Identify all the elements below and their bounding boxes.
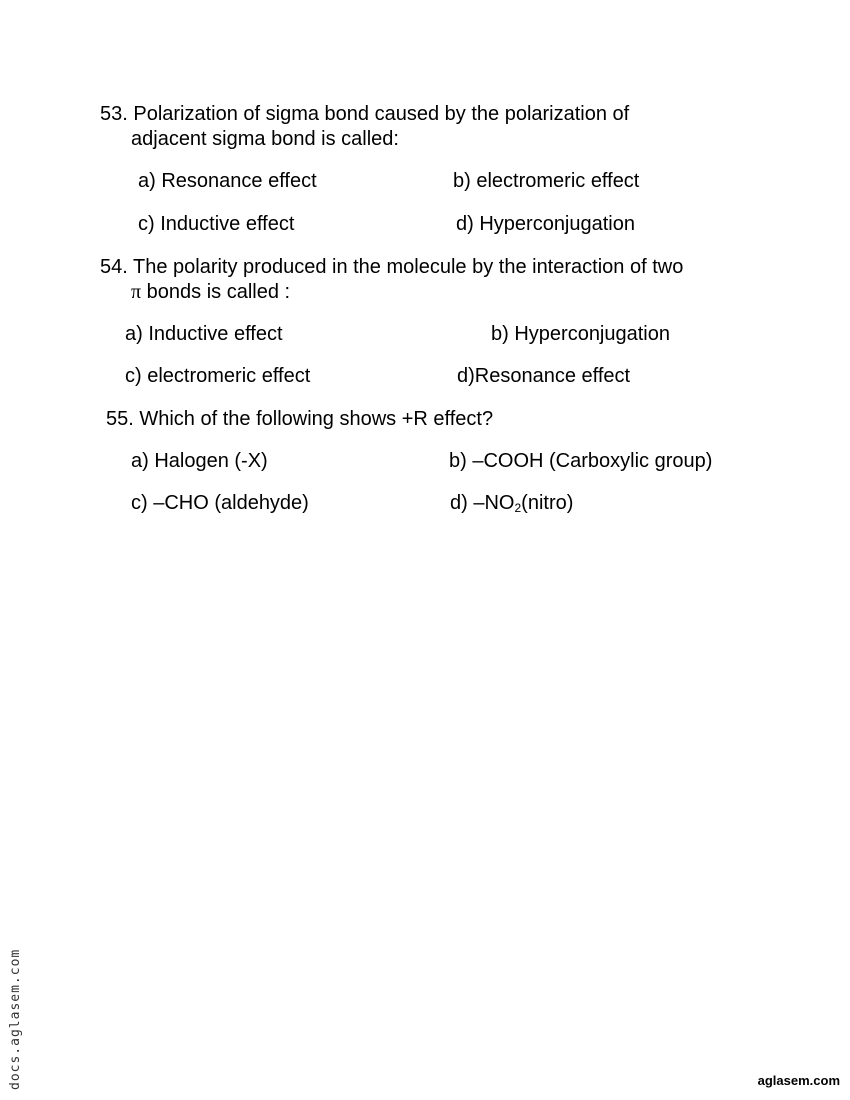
question-54-text: 54. The polarity produced in the molecule by the interaction of two	[100, 256, 684, 278]
question-53-text-cont: adjacent sigma bond is called:	[131, 128, 399, 150]
sidebar-watermark: docs.aglasem.com	[8, 948, 23, 1090]
nitro-subscript: 2	[514, 501, 522, 515]
question-54-text-rest: bonds is called :	[141, 281, 291, 303]
question-54-option-a: a) Inductive effect	[125, 323, 283, 345]
question-55-text: 55. Which of the following shows +R effect?	[106, 408, 494, 430]
question-55-option-c: c) –CHO (aldehyde)	[131, 492, 309, 514]
question-54-option-b: b) Hyperconjugation	[491, 323, 670, 345]
question-53-option-c: c) Inductive effect	[138, 213, 295, 235]
question-53-text: 53. Polarization of sigma bond caused by the polarization of	[100, 103, 630, 125]
question-55-option-b: b) –COOH (Carboxylic group)	[449, 450, 713, 472]
footer-watermark: aglasem.com	[757, 1073, 840, 1088]
question-53-option-a: a) Resonance effect	[138, 170, 317, 192]
question-53-option-d: d) Hyperconjugation	[456, 213, 635, 235]
question-55-option-d	[450, 491, 573, 515]
question-55-option-a: a) Halogen (-X)	[131, 450, 268, 472]
pi-symbol: π	[131, 281, 142, 303]
question-54-option-d: d)Resonance effect	[457, 365, 631, 387]
question-54-text-cont	[131, 280, 290, 304]
question-53-option-b: b) electromeric effect	[453, 170, 640, 192]
nitro-prefix: d) –NO	[450, 492, 515, 514]
nitro-suffix: (nitro)	[521, 492, 574, 514]
question-54-option-c: c) electromeric effect	[125, 365, 311, 387]
